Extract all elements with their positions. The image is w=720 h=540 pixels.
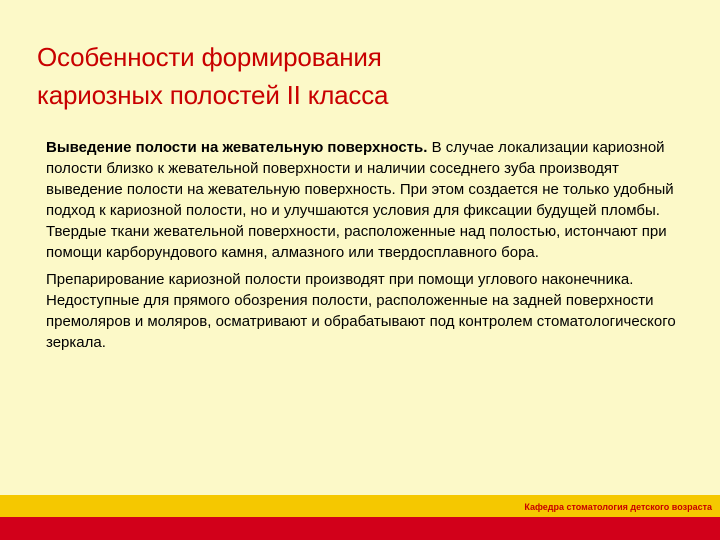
slide-title-line-2: кариозных полостей II класса (37, 80, 389, 110)
footer-band-red (0, 517, 720, 540)
slide-title (37, 38, 657, 114)
slide-title-line-1: Особенности формирования (37, 42, 382, 72)
paragraph-2-text: Препарирование кариозной полости производят при помощи углового наконечника. Недоступные для прямого обозрения полости, расположенные на задней поверхности премоляров и моляров, осматривают и обрабатывают под контролем стоматологического зеркала. (46, 271, 676, 351)
slide-body (46, 137, 678, 359)
body-paragraph-2 (46, 269, 678, 353)
paragraph-1-text: В случае локализации кариозной полости близко к жевательной поверхности и наличии соседнего зуба производят выведение полости на жевательную поверхность. При этом создается не только удобный подход к кариозной полости, но и улучшаются условия для фиксации будущей пломбы. Твердые ткани жевательной поверхности, расположенные над полостью, истончают при помощи карборундового камня, алмазного или твердосплавного бора. (46, 139, 674, 261)
footer-department-label: Кафедра стоматология детского возраста (524, 502, 712, 512)
body-paragraph-1 (46, 137, 678, 263)
paragraph-1-lead: Выведение полости на жевательную поверхность. (46, 139, 428, 156)
